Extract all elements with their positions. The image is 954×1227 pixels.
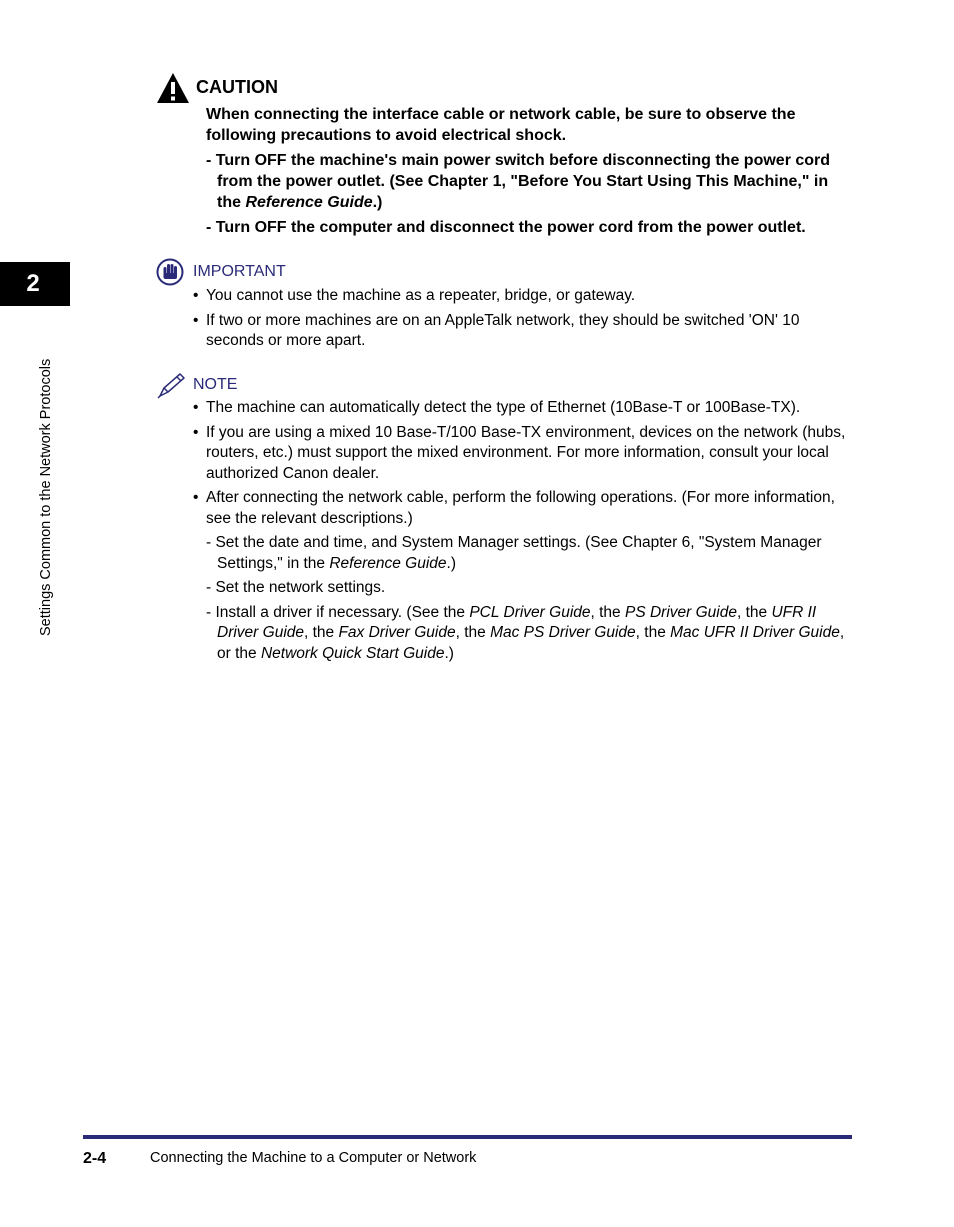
- caution-item: - Turn OFF the computer and disconnect the power cord from the power outlet.: [206, 219, 806, 236]
- list-item: • The machine can automatically detect the type of Ethernet (10Base-T or 100Base-TX).: [193, 399, 801, 416]
- chapter-side-title: Settings Common to the Network Protocols: [38, 358, 54, 636]
- footer-title: Connecting the Machine to a Computer or Network: [150, 1150, 477, 1166]
- warning-triangle-icon: [156, 72, 190, 104]
- caution-body: [206, 104, 856, 242]
- hand-stop-icon: [156, 258, 184, 286]
- important-list: [193, 286, 853, 356]
- list-item: • You cannot use the machine as a repeater, bridge, or gateway.: [193, 287, 636, 304]
- sub-list-item: - Install a driver if necessary. (See the PCL Driver Guide, the PS Driver Guide, the UFR II Driver Guide, the Fax Driver Guide, the Mac PS Driver Guide, the Mac UFR II Driver Guide, or the Network Quick Start Guide.): [206, 603, 845, 662]
- list-item: • If you are using a mixed 10 Base-T/100 Base-TX environment, devices on the network (hubs, routers, etc.) must support the mixed environment. For more information, consult your local authorized Canon dealer.: [193, 423, 846, 482]
- caution-heading: CAUTION: [196, 77, 278, 97]
- caution-intro: When connecting the interface cable or network cable, be sure to observe the following precautions to avoid electrical shock.: [206, 106, 796, 144]
- note-heading: NOTE: [193, 376, 238, 393]
- caution-item: - Turn OFF the machine's main power switch before disconnecting the power cord from the power outlet. (See Chapter 1, "Before You Start Using This Machine," in the Reference Guide.): [206, 152, 831, 211]
- pencil-icon: [156, 372, 186, 400]
- page-number: 2-4: [83, 1150, 107, 1167]
- note-list: [193, 398, 853, 668]
- sub-list-item: - Set the date and time, and System Manager settings. (See Chapter 6, "System Manager Settings," in the Reference Guide.): [206, 534, 822, 572]
- sub-list-item: - Set the network settings.: [206, 579, 386, 596]
- important-heading: IMPORTANT: [193, 263, 286, 280]
- list-item: • After connecting the network cable, perform the following operations. (For more information, see the relevant descriptions.): [193, 489, 835, 527]
- reference-guide-ref: Reference Guide: [245, 194, 373, 211]
- chapter-tab: 2: [0, 262, 70, 306]
- footer-rule: [83, 1135, 852, 1139]
- list-item: • If two or more machines are on an AppleTalk network, they should be switched 'ON' 10 seconds or more apart.: [193, 311, 800, 349]
